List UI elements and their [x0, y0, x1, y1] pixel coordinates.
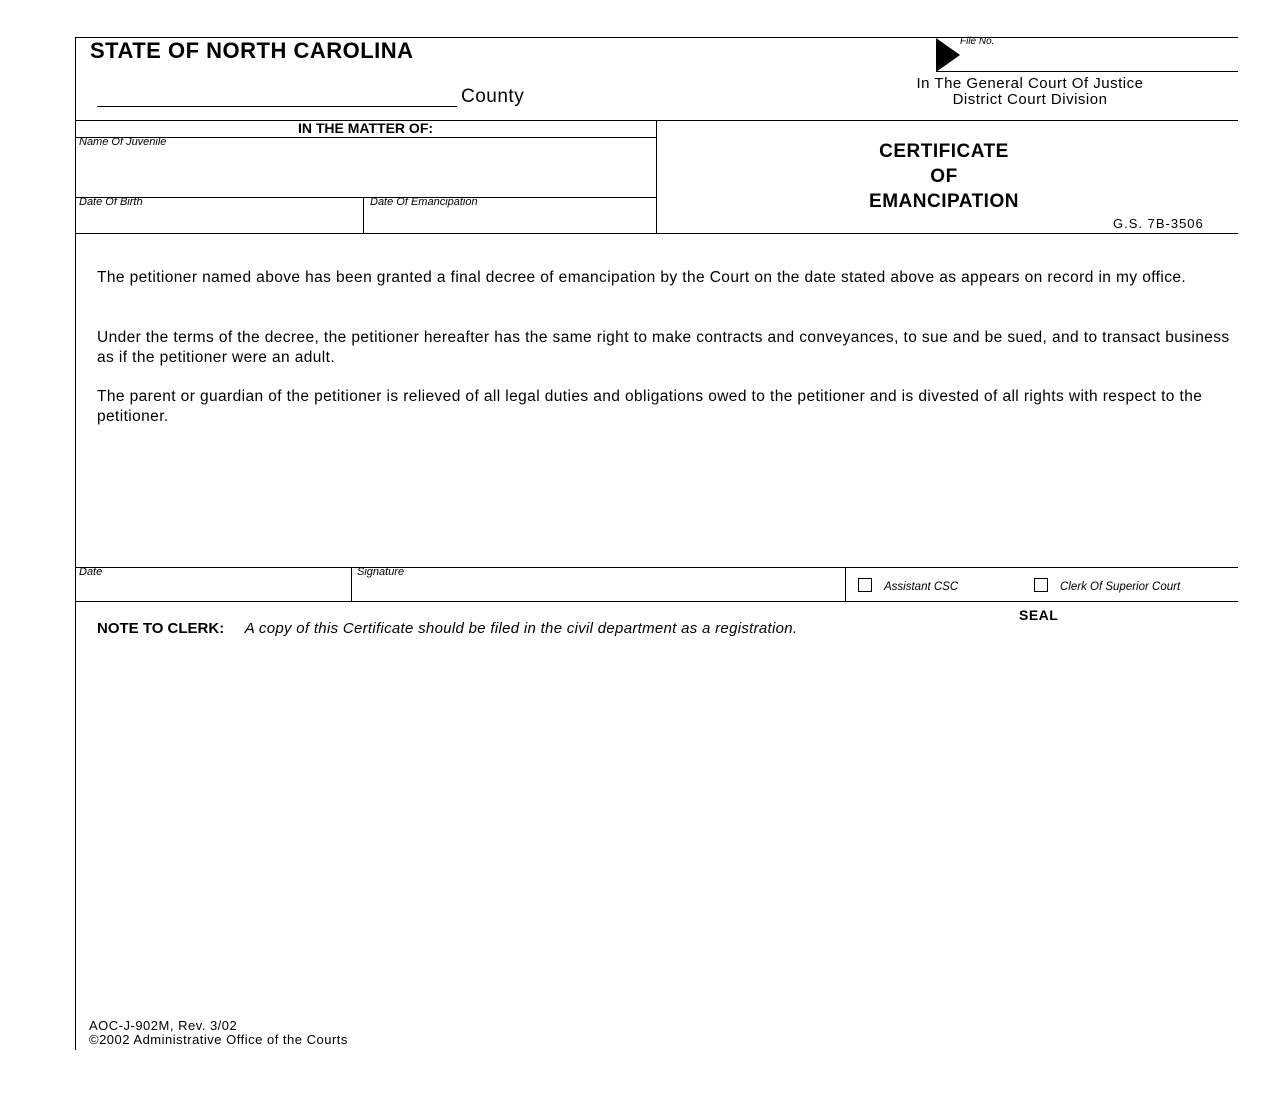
court-line-1: In The General Court Of Justice: [916, 75, 1144, 92]
statute-reference: G.S. 7B-3506: [1113, 216, 1204, 231]
note-text: A copy of this Certificate should be filed in the civil department as a registration.: [244, 620, 798, 637]
body-paragraph-1: The petitioner named above has been granted a final decree of emancipation by the Court on the date stated above as appears on record in my office.: [97, 269, 1187, 286]
form-title-line-2: OF: [930, 166, 958, 187]
signature-field[interactable]: [353, 580, 843, 600]
form-title-line-1: CERTIFICATE: [879, 141, 1009, 162]
county-input-line[interactable]: [97, 106, 457, 107]
signature-top-line: [75, 567, 1238, 568]
name-bottom-line: [75, 197, 656, 198]
signature-divider: [845, 567, 846, 601]
note-label: NOTE TO CLERK:: [97, 620, 225, 637]
date-field[interactable]: [76, 580, 350, 600]
date-of-birth-field[interactable]: [76, 210, 362, 232]
assistant-csc-checkbox[interactable]: [858, 578, 872, 592]
file-no-label: File No.: [960, 36, 995, 47]
matter-right-divider: [656, 120, 657, 233]
name-of-juvenile-label: Name Of Juvenile: [79, 136, 167, 148]
signature-label: Signature: [357, 566, 405, 578]
name-of-juvenile-field[interactable]: [76, 150, 655, 196]
form-title-line-3: EMANCIPATION: [869, 191, 1019, 212]
clerk-superior-court-checkbox[interactable]: [1034, 578, 1048, 592]
clerk-superior-court-option[interactable]: [1034, 577, 1180, 595]
state-heading: STATE OF NORTH CAROLINA: [90, 38, 414, 63]
date-of-emancipation-label: Date Of Emancipation: [370, 196, 478, 208]
court-name: [860, 76, 1200, 108]
copyright: ©2002 Administrative Office of the Courts: [89, 1032, 348, 1047]
form-id: AOC-J-902M, Rev. 3/02: [89, 1018, 238, 1033]
clerk-superior-court-label: Clerk Of Superior Court: [1060, 581, 1181, 593]
date-of-birth-label: Date Of Birth: [79, 196, 143, 208]
matter-heading: IN THE MATTER OF:: [297, 120, 434, 136]
date-of-emancipation-field[interactable]: [365, 210, 655, 232]
assistant-csc-label: Assistant CSC: [884, 581, 959, 593]
date-label: Date: [79, 566, 103, 578]
county-label: County: [461, 86, 525, 107]
seal-label: SEAL: [1019, 607, 1059, 623]
signature-bottom-line: [75, 601, 1238, 602]
note-to-clerk: [97, 620, 797, 638]
body-paragraph-2: Under the terms of the decree, the petitioner hereafter has the same right to make contracts and conveyances, to sue and be sued, and to transact business as if the petitioner were an adult.: [97, 329, 1230, 366]
footer: [89, 1019, 348, 1047]
form-title: [844, 139, 1044, 214]
dob-divider: [363, 197, 364, 233]
pointer-arrow-icon: [936, 38, 962, 72]
file-no-line[interactable]: [936, 71, 1238, 72]
assistant-csc-option[interactable]: [858, 577, 958, 595]
date-divider: [351, 567, 352, 601]
matter-bottom-line: [75, 233, 1238, 234]
court-line-2: District Court Division: [952, 91, 1108, 108]
body-paragraph-3: The parent or guardian of the petitioner is relieved of all legal duties and obligations owed to the petitioner and is divested of all rights with respect to the petitioner.: [97, 388, 1203, 425]
